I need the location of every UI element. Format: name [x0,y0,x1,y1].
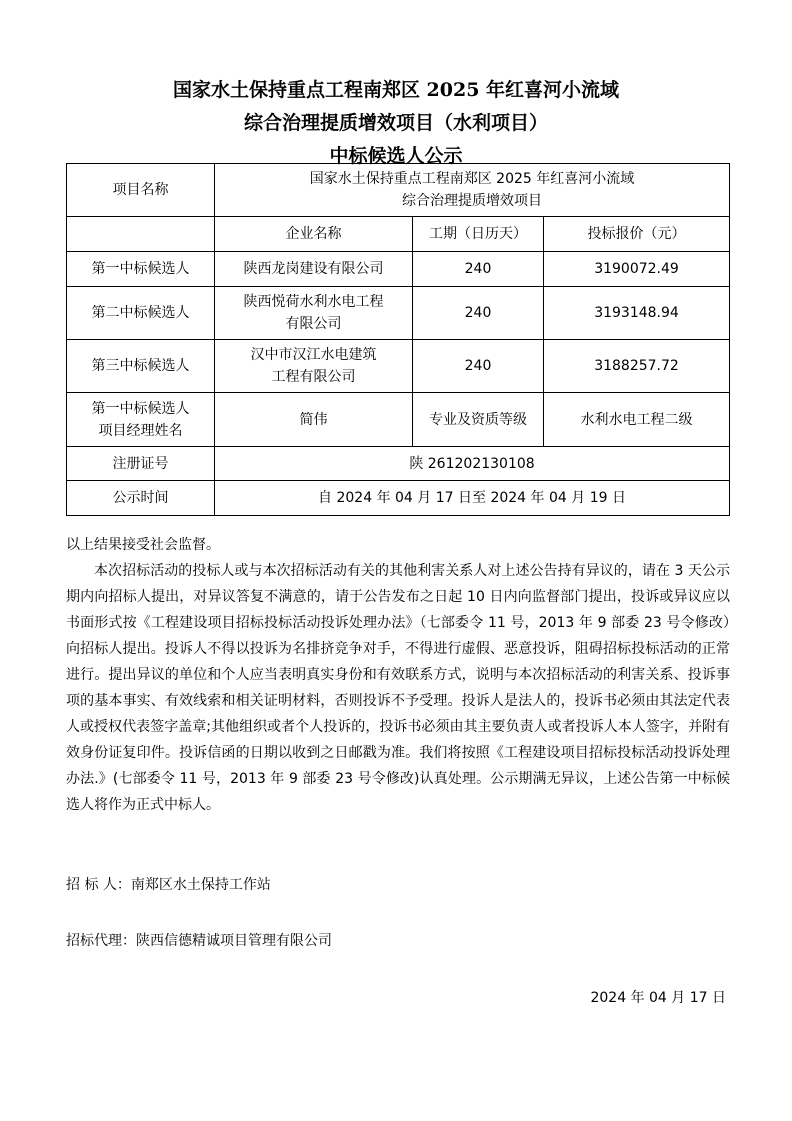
table-row [67,164,730,217]
candidate-duration: 240 [413,252,544,287]
title-line-3: 中标候选人公示 [329,145,463,167]
candidate-company: 陕西悦荷水利水电工程 有限公司 [215,287,413,340]
candidate-rank: 第一中标候选人 [67,252,215,287]
tenderer: 招 标 人：南郑区水土保持工作站 [66,877,271,893]
registration-label: 注册证号 [67,447,215,481]
header-company: 企业名称 [215,217,413,252]
title-line-1: 国家水土保持重点工程南郑区 2025 年红喜河小流域 [172,79,620,101]
header-empty [67,217,215,252]
notice-line: 以上结果接受社会监督。 [66,537,220,553]
candidate-duration: 240 [413,340,544,393]
table-row [67,340,730,393]
candidate-bid: 3188257.72 [544,340,730,393]
candidate-company: 陕西龙岗建设有限公司 [215,252,413,287]
candidate-rank: 第三中标候选人 [67,340,215,393]
publicity-label: 公示时间 [67,481,215,516]
page-title [0,74,792,173]
table-row [67,481,730,516]
header-bid: 投标报价（元） [544,217,730,252]
title-line-2: 综合治理提质增效项目（水利项目） [243,112,548,134]
candidate-duration: 240 [413,287,544,340]
notice-paragraph: 本次招标活动的投标人或与本次招标活动有关的其他利害关系人对上述公告持有异议的，请在 3 天公示期内向招标人提出，对异议答复不满意的，请于公告发布之日起 10 日内向监督部门提出，投诉或异议应以书面形式按《工程建设项目招标投标活动投诉处理办法》（七部委令 11 号，2013 年 9 部委 23 号令修改）向招标人提出。投诉人不得以投诉为名排挤竞争对手，不得进行虚假、恶意投诉，阻碍招标投标活动的正常进行。提出异议的单位和个人应当表明真实身份和有效联系方式，说明与本次招标活动的利害关系、投诉事项的基本事实、有效线索和相关证明材料，否则投诉不予受理。投诉人是法人的，投诉书必须由其法定代表人或授权代表签字盖章;其他组织或者个人投诉的，投诉书必须由其主要负责人或者投诉人本人签字，并附有效身份证复印件。投诉信函的日期以收到之日邮戳为准。我们将按照《工程建设项目招标投标活动投诉处理办法.》(七部委令 11 号，2013 年 9 部委 23 号令修改)认真处理。公示期满无异议，上述公告第一中标候选人将作为正式中标人。 [66,563,730,813]
table-row [67,393,730,447]
project-label: 项目名称 [67,164,215,217]
candidate-table [66,163,730,516]
manager-label: 第一中标候选人 项目经理姓名 [67,393,215,447]
manager-name: 简伟 [215,393,413,447]
candidate-rank: 第二中标候选人 [67,287,215,340]
table-row [67,252,730,287]
project-name: 国家水土保持重点工程南郑区 2025 年红喜河小流域 综合治理提质增效项目 [215,164,730,217]
notice-date: 2024 年 04 月 17 日 [590,990,726,1006]
registration-value: 陕 261202130108 [215,447,730,481]
notice-text [66,532,730,818]
table-row [67,287,730,340]
tender-agent: 招标代理：陕西信德精诚项目管理有限公司 [66,933,332,949]
qualification-value: 水利水电工程二级 [544,393,730,447]
candidate-bid: 3193148.94 [544,287,730,340]
publicity-value: 自 2024 年 04 月 17 日至 2024 年 04 月 19 日 [215,481,730,516]
qualification-label: 专业及资质等级 [413,393,544,447]
table-row [67,447,730,481]
candidate-bid: 3190072.49 [544,252,730,287]
header-duration: 工期（日历天） [413,217,544,252]
candidate-company: 汉中市汉江水电建筑 工程有限公司 [215,340,413,393]
table-header-row [67,217,730,252]
